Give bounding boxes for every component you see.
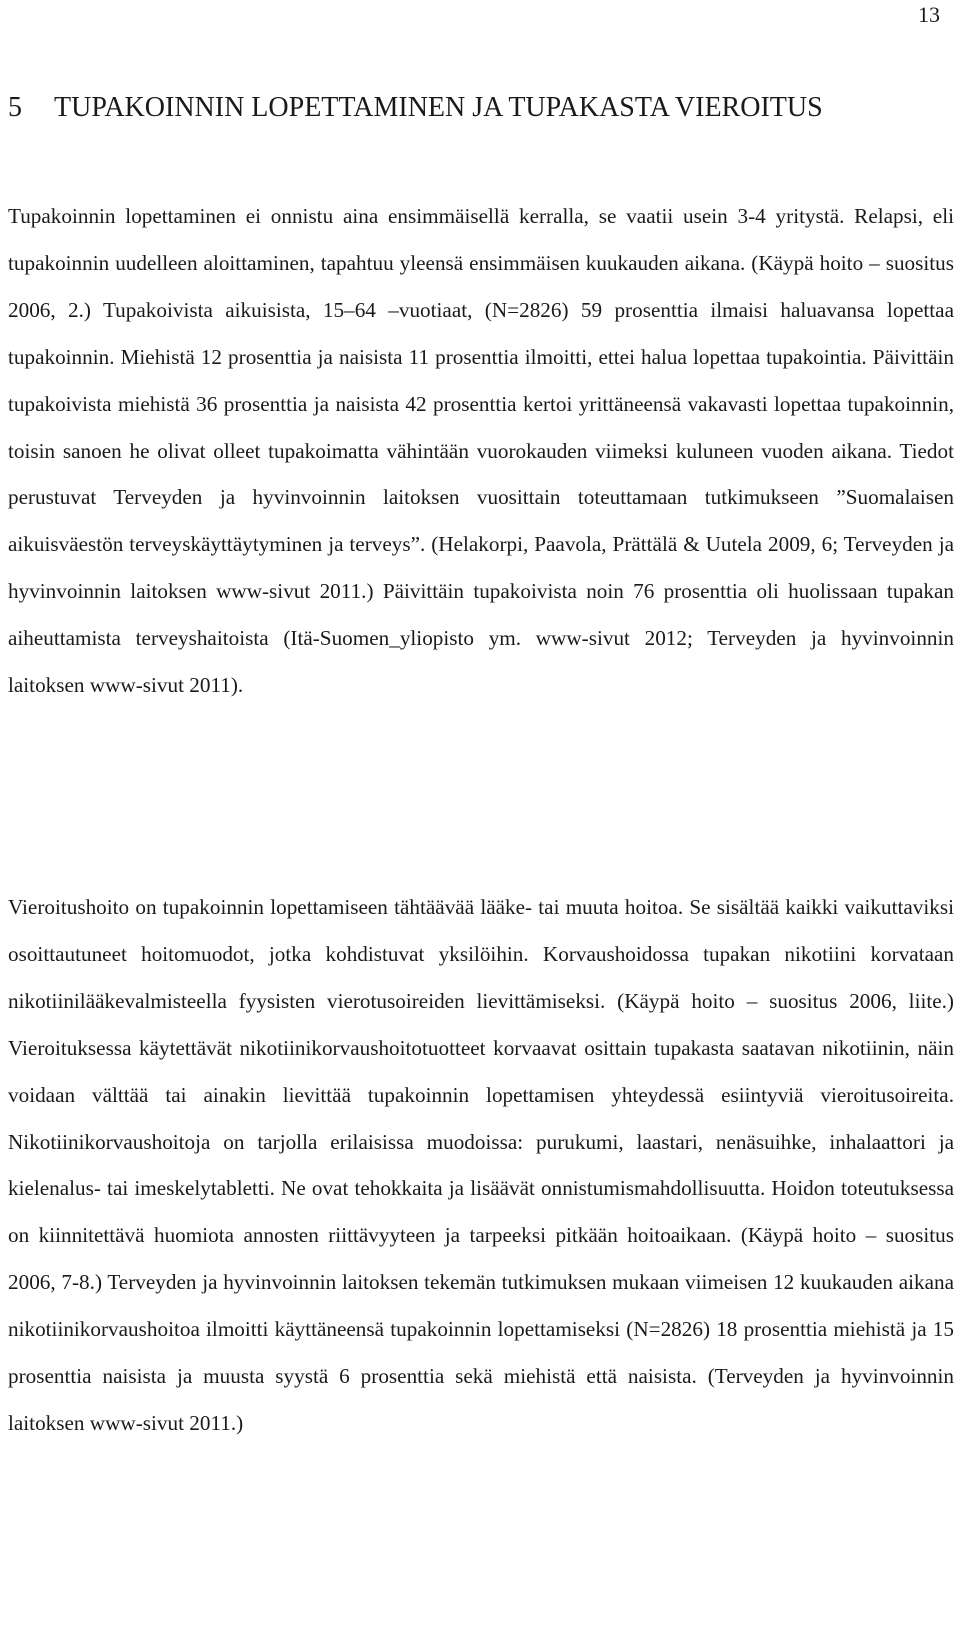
chapter-title: TUPAKOINNIN LOPETTAMINEN JA TUPAKASTA VIEROITUS (54, 92, 823, 123)
body-paragraph-2: Vieroitushoito on tupakoinnin lopettamiseen tähtäävää lääke- tai muuta hoitoa. Se sisältää kaikki vaikuttaviksi osoittautuneet hoitomuodot, jotka kohdistuvat yksilöihin. Korvaushoidossa tupakan nikotiini korvataan nikotiinilääkevalmisteella fyysisten vierotusoireiden lievittämiseksi. (Käypä hoito – suositus 2006, liite.) Vieroituksessa käytettävät nikotiinikorvaushoitotuotteet korvaavat osittain tupakasta saatavan nikotiinin, näin voidaan välttää tai ainakin lievittää tupakoinnin lopettamisen yhteydessä esiintyviä vieroitusoireita. Nikotiinikorvaushoitoja on tarjolla erilaisissa muodoissa: purukumi, laastari, nenäsuihke, inhalaattori ja kielenalus- tai imeskelytabletti. Ne ovat tehokkaita ja lisäävät onnistumismahdollisuutta. Hoidon toteutuksessa on kiinnitettävä huomiota annosten riittävyyteen ja tarpeeksi pitkään hoitoaikaan. (Käypä hoito – suositus 2006, 7-8.) Terveyden ja hyvinvoinnin laitoksen tekemän tutkimuksen mukaan viimeisen 12 kuukauden aikana nikotiinikorvaushoitoa ilmoitti käyttäneensä tupakoinnin lopettamiseksi (N=2826) 18 prosenttia miehistä ja 15 prosenttia naisista ja muusta syystä 6 prosenttia sekä miehistä että naisista. (Terveyden ja hyvinvoinnin laitoksen www-sivut 2011.) (8, 895, 954, 1435)
page-number: 13 (918, 2, 940, 27)
chapter-number: 5 (8, 92, 22, 123)
body-paragraph-1: Tupakoinnin lopettaminen ei onnistu aina ensimmäisellä kerralla, se vaatii usein 3-4 yritystä. Relapsi, eli tupakoinnin uudelleen aloittaminen, tapahtuu yleensä ensimmäisen kuukauden aikana. (Käypä hoito – suositus 2006, 2.) Tupakoivista aikuisista, 15–64 –vuotiaat, (N=2826) 59 prosenttia ilmaisi haluavansa lopettaa tupakoinnin. Miehistä 12 prosenttia ja naisista 11 prosenttia ilmoitti, ettei halua lopettaa tupakointia. Päivittäin tupakoivista miehistä 36 prosenttia ja naisista 42 prosenttia kertoi yrittäneensä vakavasti lopettaa tupakoinnin, toisin sanoen he olivat olleet tupakoimatta vähintään vuorokauden viimeksi kuluneen vuoden aikana. Tiedot perustuvat Terveyden ja hyvinvoinnin laitoksen vuosittain toteuttamaan tutkimukseen ”Suomalaisen aikuisväestön terveyskäyttäytyminen ja terveys”. (Helakorpi, Paavola, Prättälä & Uutela 2009, 6; Terveyden ja hyvinvoinnin laitoksen www-sivut 2011.) Päivittäin tupakoivista noin 76 prosenttia oli huolissaan tupakan aiheuttamista terveyshaitoista (Itä-Suomen_yliopisto ym. www-sivut 2012; Terveyden ja hyvinvoinnin laitoksen www-sivut 2011). (8, 204, 954, 698)
chapter-heading (8, 91, 940, 125)
